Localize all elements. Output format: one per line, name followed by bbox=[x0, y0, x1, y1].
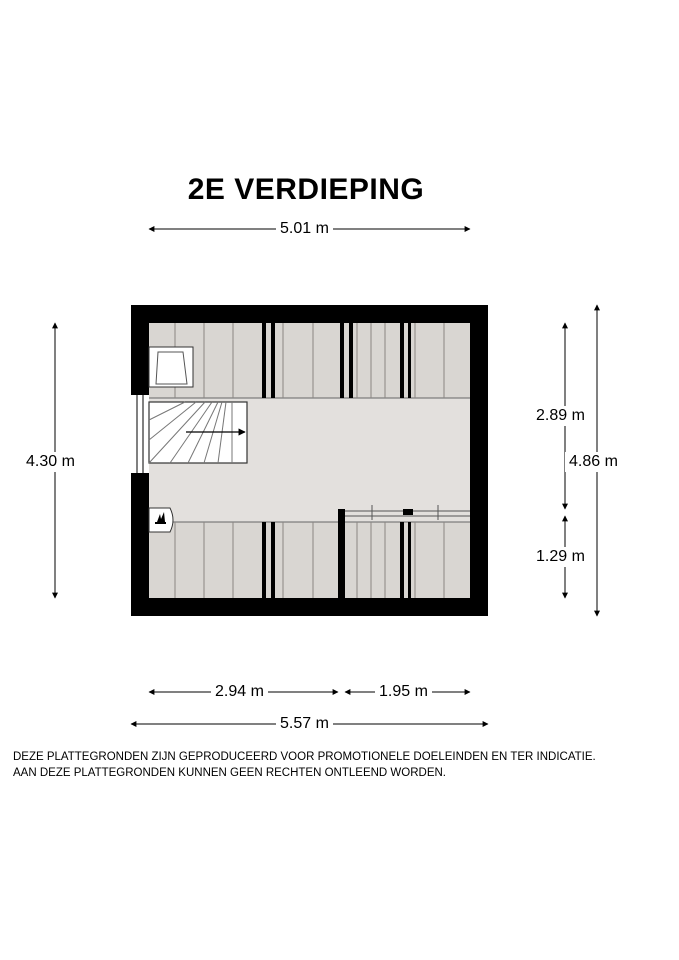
left-window bbox=[131, 395, 149, 473]
disclaimer-line-2: AAN DEZE PLATTEGRONDEN KUNNEN GEEN RECHTEN ONTLEEND WORDEN. bbox=[13, 767, 447, 779]
dim-right-lower-label: 1.29 m bbox=[532, 547, 589, 567]
dim-right-total-label: 4.86 m bbox=[565, 452, 622, 472]
staircase bbox=[149, 402, 247, 463]
dim-bottom-right-label: 1.95 m bbox=[375, 682, 432, 702]
dim-bottom-total-label: 5.57 m bbox=[276, 714, 333, 734]
floor-title: 2E VERDIEPING bbox=[187, 173, 425, 206]
disclaimer-line-1: DEZE PLATTEGRONDEN ZIJN GEPRODUCEERD VOOR PROMOTIONELE DOELEINDEN EN TER INDICATIE. bbox=[13, 751, 596, 763]
partition-wall bbox=[338, 509, 345, 598]
boiler-icon bbox=[149, 508, 173, 532]
dim-top-label: 5.01 m bbox=[276, 219, 333, 239]
upper-roof-slope bbox=[149, 323, 470, 398]
dim-right-upper-label: 2.89 m bbox=[532, 406, 589, 426]
dim-bottom-left-label: 2.94 m bbox=[211, 682, 268, 702]
storage-unit bbox=[149, 347, 193, 387]
dim-left-label: 4.30 m bbox=[22, 452, 79, 472]
disclaimer bbox=[13, 749, 596, 781]
lower-roof-slope bbox=[149, 522, 470, 598]
